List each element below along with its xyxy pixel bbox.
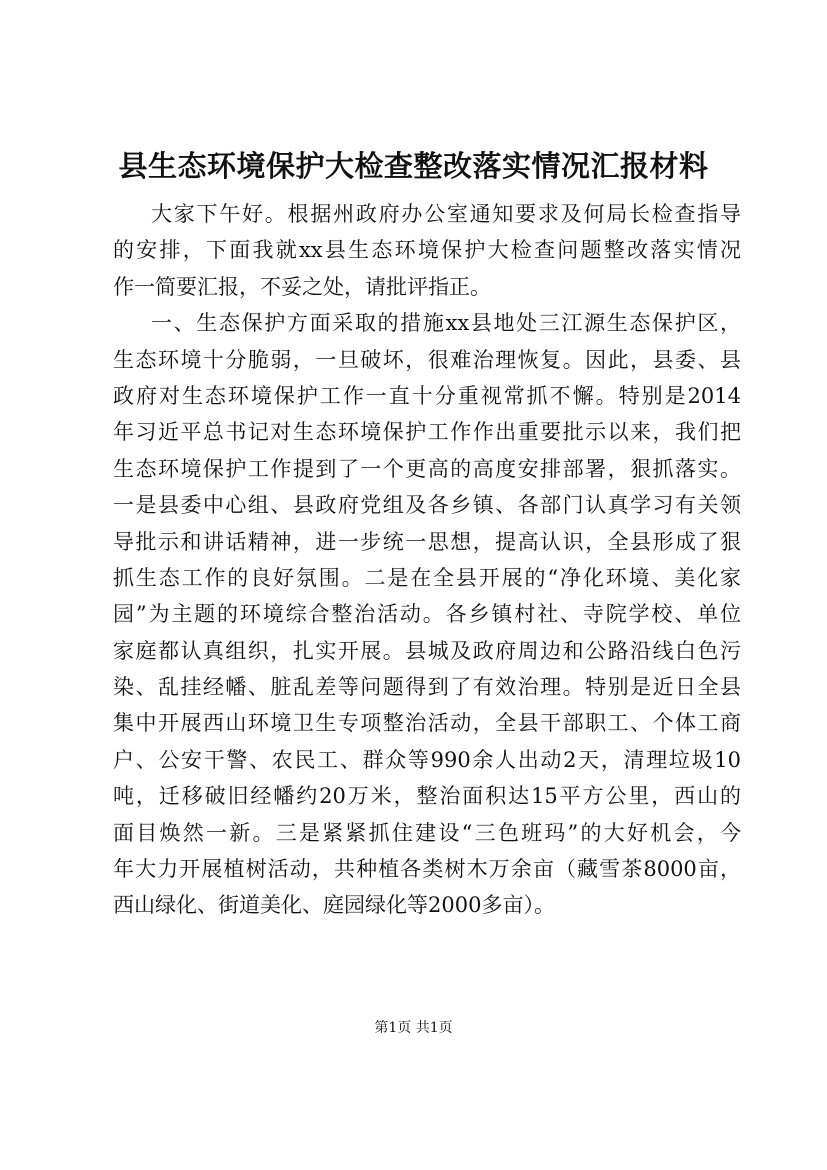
paragraph-line: 园”为主题的环境综合整治活动。各乡镇村社、寺院学校、单位 [113, 602, 741, 627]
paragraph-line: 吨，迁移破旧经幡约20万米，整治面积达15平方公里，西山的 [113, 784, 741, 809]
paragraph-line: 作一简要汇报，不妥之处，请批评指正。 [113, 274, 491, 299]
paragraph-1 [113, 196, 741, 305]
paragraph-line: 政府对生态环境保护工作一直十分重视常抓不懈。特别是2014 [113, 383, 741, 408]
document-title: 县生态环境保护大检查整改落实情况汇报材料 [118, 149, 709, 183]
page-number: 第1页 共1页 [374, 1020, 453, 1036]
document-body [113, 196, 741, 924]
paragraph-line: 生态环境十分脆弱，一旦破坏，很难治理恢复。因此，县委、县 [113, 347, 741, 372]
paragraph-line: 年习近平总书记对生态环境保护工作作出重要批示以来，我们把 [113, 420, 741, 445]
paragraph-line: 抓生态工作的良好氛围。二是在全县开展的“净化环境、美化家 [113, 565, 741, 590]
paragraph-line: 西山绿化、街道美化、庭园绿化等2000多亩）。 [113, 893, 555, 918]
paragraph-line: 一、生态保护方面采取的措施xx县地处三江源生态保护区， [151, 311, 741, 336]
paragraph-line: 一是县委中心组、县政府党组及各乡镇、各部门认真学习有关领 [113, 493, 741, 518]
paragraph-line: 家庭都认真组织，扎实开展。县城及政府周边和公路沿线白色污 [113, 638, 741, 663]
paragraph-line: 的安排，下面我就xx县生态环境保护大检查问题整改落实情况 [113, 238, 741, 263]
paragraph-line: 集中开展西山环境卫生专项整治活动，全县干部职工、个体工商 [113, 711, 741, 736]
paragraph-line: 面目焕然一新。三是紧紧抓住建设“三色班玛”的大好机会，今 [113, 820, 741, 845]
paragraph-line: 导批示和讲话精神，进一步统一思想，提高认识，全县形成了狠 [113, 529, 741, 554]
paragraph-2 [113, 305, 741, 924]
paragraph-line: 生态环境保护工作提到了一个更高的高度安排部署，狠抓落实。 [113, 456, 741, 481]
paragraph-line: 年大力开展植树活动，共种植各类树木万余亩（藏雪茶8000亩， [113, 857, 741, 882]
paragraph-line: 大家下午好。根据州政府办公室通知要求及何局长检查指导 [151, 202, 741, 226]
paragraph-line: 户、公安干警、农民工、群众等990余人出动2天，清理垃圾10 [113, 747, 741, 772]
paragraph-line: 染、乱挂经幡、脏乱差等问题得到了有效治理。特别是近日全县 [113, 675, 741, 700]
